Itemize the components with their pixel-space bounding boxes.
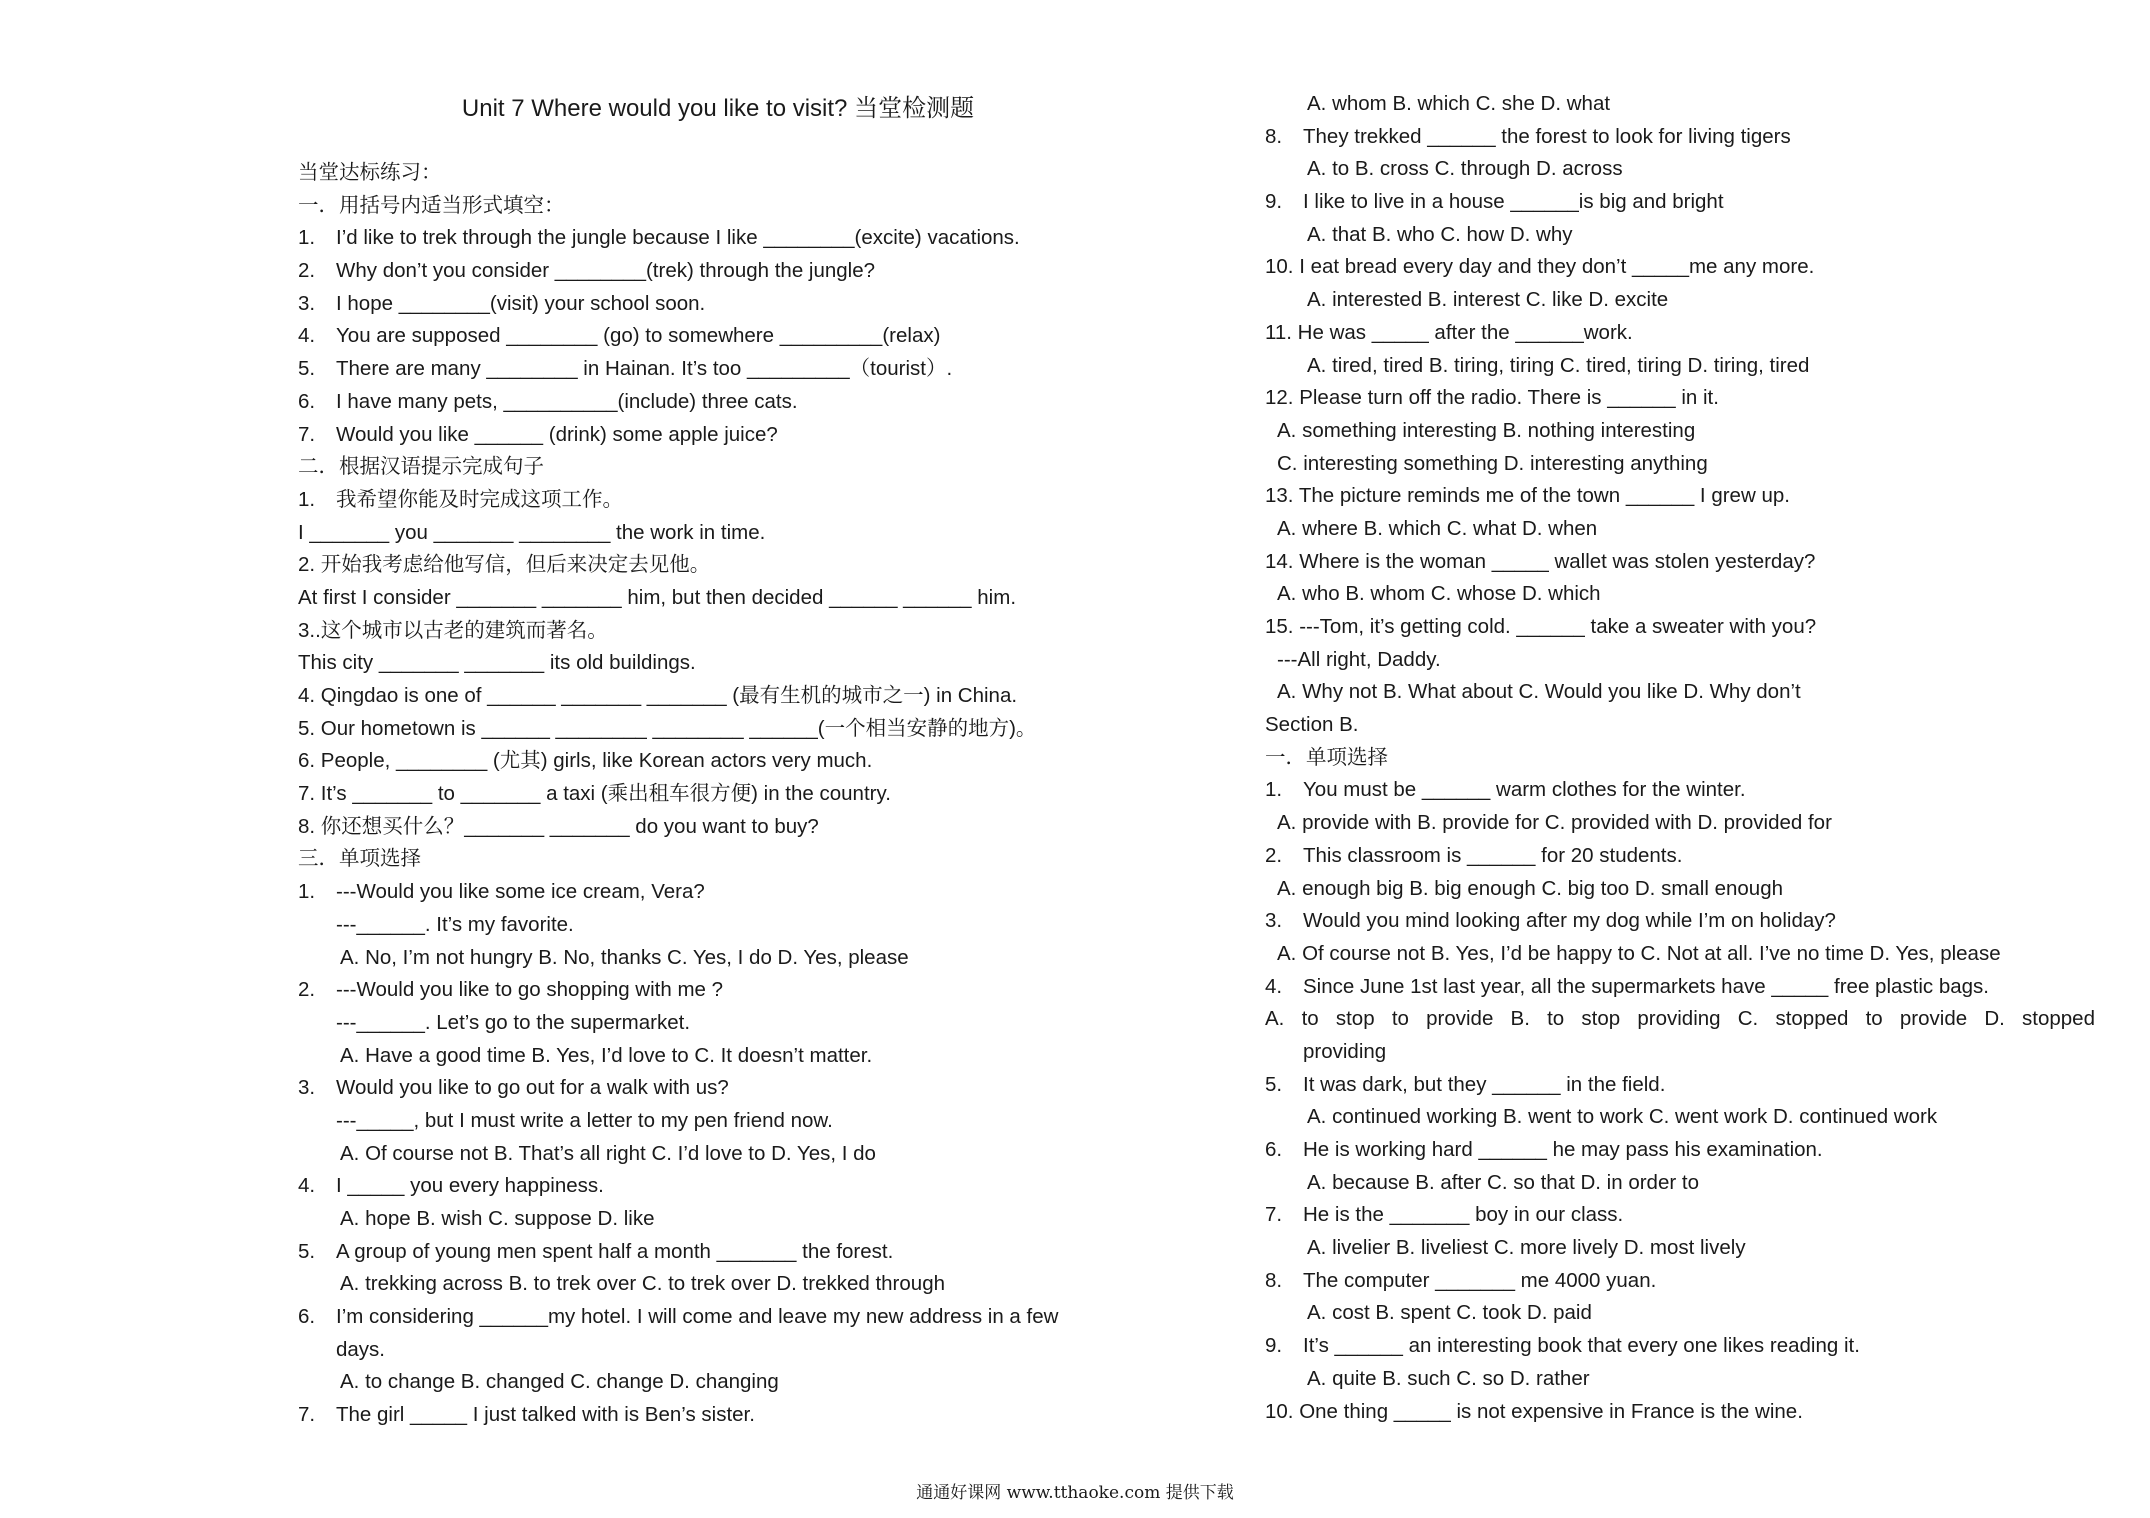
line-text: I _______ you _______ ________ the work in time. xyxy=(298,520,766,544)
text-line xyxy=(1265,644,2095,677)
question-number: 5. xyxy=(298,1239,316,1263)
line-text: I’d like to trek through the jungle because I like ________(excite) vacations. xyxy=(336,226,1020,250)
text-line xyxy=(1265,676,2095,709)
text-line xyxy=(298,942,1138,975)
text-line xyxy=(298,190,1138,223)
line-text: 13. The picture reminds me of the town ______ I grew up. xyxy=(1265,484,1790,508)
line-text: A. interested B. interest C. like D. excite xyxy=(1307,288,1669,312)
text-line xyxy=(298,484,1138,517)
question-number: 3. xyxy=(298,291,316,315)
line-text: He is the _______ boy in our class. xyxy=(1303,1203,1624,1227)
line-text: A. tired, tired B. tiring, tiring C. tired, tiring D. tiring, tired xyxy=(1307,353,1810,377)
line-text: A. where B. which C. what D. when xyxy=(1277,516,1598,540)
text-line xyxy=(298,1268,1138,1301)
text-line xyxy=(298,778,1138,811)
line-text: A. because B. after C. so that D. in order to xyxy=(1307,1170,1699,1194)
text-line xyxy=(1265,807,2095,840)
line-text: A. to change B. changed C. change D. changing xyxy=(340,1370,779,1394)
question-number: 1. xyxy=(298,880,316,904)
line-text: Why don’t you consider ________(trek) through the jungle? xyxy=(336,259,876,283)
line-text: Since June 1st last year, all the supermarkets have _____ free plastic bags. xyxy=(1303,974,1989,998)
line-text: A. who B. whom C. whose D. which xyxy=(1277,582,1601,606)
text-line xyxy=(1265,1396,2095,1429)
line-text: At first I consider _______ _______ him, but then decided ______ ______ him. xyxy=(298,585,1017,609)
text-line xyxy=(1265,546,2095,579)
text-line xyxy=(298,909,1138,942)
text-line xyxy=(1265,448,2095,481)
text-line xyxy=(1265,382,2095,415)
text-line xyxy=(1265,219,2095,252)
left-exercise-list xyxy=(298,157,1138,1432)
question-number: 2. xyxy=(1265,843,1283,867)
text-line xyxy=(298,451,1138,484)
text-line xyxy=(1265,971,2095,1004)
text-line xyxy=(298,811,1138,844)
line-text: A. trekking across B. to trek over C. to trek over D. trekked through xyxy=(340,1272,945,1296)
question-number: 6. xyxy=(298,389,316,413)
line-text: 一．用括号内适当形式填空： xyxy=(298,193,565,217)
line-text: A. enough big B. big enough C. big too D. small enough xyxy=(1277,876,1784,900)
text-line xyxy=(1265,1069,2095,1102)
text-line xyxy=(1265,742,2095,775)
text-line xyxy=(298,1301,1138,1334)
text-line xyxy=(1265,186,2095,219)
text-line xyxy=(298,1105,1138,1138)
line-text: ---_____, but I must write a letter to my pen friend now. xyxy=(336,1108,833,1132)
line-text: 2. 开始我考虑给他写信，但后来决定去见他。 xyxy=(298,553,711,577)
text-line xyxy=(298,1040,1138,1073)
text-line xyxy=(1265,938,2095,971)
text-line xyxy=(1265,1232,2095,1265)
line-text: 10. I eat bread every day and they don’t _____me any more. xyxy=(1265,255,1815,279)
line-text: A. cost B. spent C. took D. paid xyxy=(1307,1301,1592,1325)
line-text: You are supposed ________ (go) to somewhere _________(relax) xyxy=(336,324,941,348)
line-text: A. to B. cross C. through D. across xyxy=(1307,157,1623,181)
question-number: 8. xyxy=(1265,124,1283,148)
text-line xyxy=(1265,480,2095,513)
line-text: They trekked ______ the forest to look for living tigers xyxy=(1303,124,1791,148)
line-text: 7. It’s _______ to _______ a taxi (乘出租车很方便) in the country. xyxy=(298,782,891,806)
title-spacer xyxy=(298,130,1138,157)
line-text: A. Of course not B. That’s all right C. I’d love to D. Yes, I do xyxy=(340,1141,876,1165)
text-line xyxy=(298,876,1138,909)
text-line xyxy=(1265,1265,2095,1298)
text-line xyxy=(298,353,1138,386)
text-line xyxy=(1265,284,2095,317)
text-line xyxy=(298,745,1138,778)
text-line xyxy=(1265,317,2095,350)
question-number: 1. xyxy=(298,226,316,250)
line-text: I _____ you every happiness. xyxy=(336,1174,604,1198)
line-text: Would you mind looking after my dog while I’m on holiday? xyxy=(1303,909,1836,933)
line-text: A. Have a good time B. Yes, I’d love to C. It doesn’t matter. xyxy=(340,1043,873,1067)
line-text: 14. Where is the woman _____ wallet was stolen yesterday? xyxy=(1265,549,1816,573)
text-line xyxy=(1265,1297,2095,1330)
page-footer: 通通好课网 www.tthaoke.com 提供下载 xyxy=(916,1483,1234,1503)
line-text: I have many pets, __________(include) three cats. xyxy=(336,389,798,413)
question-number: 5. xyxy=(1265,1072,1283,1096)
text-line xyxy=(1265,774,2095,807)
text-line xyxy=(298,1170,1138,1203)
line-text: ---Would you like some ice cream, Vera? xyxy=(336,880,705,904)
line-text: A. Why not B. What about C. Would you like D. Why don’t xyxy=(1277,680,1801,704)
line-text: A. hope B. wish C. suppose D. like xyxy=(340,1207,655,1230)
question-number: 3. xyxy=(298,1076,316,1100)
question-number: 2. xyxy=(298,259,316,283)
line-text: ---All right, Daddy. xyxy=(1277,647,1441,671)
text-line xyxy=(298,288,1138,321)
text-line xyxy=(1265,1167,2095,1200)
line-text: 当堂达标练习： xyxy=(298,161,442,184)
question-number: 6. xyxy=(298,1305,316,1329)
line-text: 12. Please turn off the radio. There is ______ in it. xyxy=(1265,386,1719,410)
question-number: 1. xyxy=(298,487,316,511)
line-text: He is working hard ______ he may pass his examination. xyxy=(1303,1138,1823,1161)
text-line xyxy=(1265,1134,2095,1167)
text-line xyxy=(298,1334,1138,1367)
text-line xyxy=(1265,415,2095,448)
line-text: 6. People, ________ (尤其) girls, like Korean actors very much. xyxy=(298,749,873,773)
line-text: Would you like ______ (drink) some apple juice? xyxy=(336,422,778,446)
line-text: I like to live in a house ______is big and bright xyxy=(1303,190,1724,214)
text-line xyxy=(1265,121,2095,154)
line-text: 三．单项选择 xyxy=(298,847,421,871)
question-number: 4. xyxy=(298,324,316,348)
text-line xyxy=(1265,709,2095,742)
question-number: 4. xyxy=(1265,974,1283,998)
text-line xyxy=(298,157,1138,190)
text-line xyxy=(298,647,1138,680)
line-text: 我希望你能及时完成这项工作。 xyxy=(336,487,623,511)
text-line xyxy=(1265,840,2095,873)
page-title: Unit 7 Where would you like to visit? 当堂检测题 xyxy=(461,95,975,122)
left-column xyxy=(298,88,1138,1432)
line-text: A. Of course not B. Yes, I’d be happy to C. Not at all. I’ve no time D. Yes, please xyxy=(1277,941,2001,965)
text-line xyxy=(298,255,1138,288)
text-line xyxy=(298,549,1138,582)
line-text: ---______. Let’s go to the supermarket. xyxy=(336,1010,691,1034)
line-text: It was dark, but they ______ in the field. xyxy=(1303,1072,1666,1096)
text-line xyxy=(1265,1101,2095,1134)
line-text: You must be ______ warm clothes for the winter. xyxy=(1303,778,1746,802)
text-line xyxy=(1265,350,2095,383)
question-number: 9. xyxy=(1265,190,1283,214)
text-line xyxy=(298,582,1138,615)
line-text: The computer _______ me 4000 yuan. xyxy=(1303,1268,1657,1292)
line-text: ---______. It’s my favorite. xyxy=(336,912,574,936)
question-number: 1. xyxy=(1265,778,1283,802)
line-text: 10. One thing _____ is not expensive in France is the wine. xyxy=(1265,1399,1803,1423)
line-text: 11. He was _____ after the ______work. xyxy=(1265,320,1633,344)
question-number: 7. xyxy=(298,1403,316,1427)
text-line xyxy=(1265,1003,2095,1036)
text-line xyxy=(1265,1363,2095,1396)
line-text: 8. 你还想买什么？_______ _______ do you want to buy? xyxy=(298,814,819,838)
text-line xyxy=(298,680,1138,713)
text-line xyxy=(1265,88,2095,121)
line-text: A. No, I’m not hungry B. No, thanks C. Yes, I do D. Yes, please xyxy=(340,945,909,969)
text-line xyxy=(298,1236,1138,1269)
text-line xyxy=(1265,1199,2095,1232)
text-line xyxy=(298,843,1138,876)
line-text: This classroom is ______ for 20 students. xyxy=(1303,843,1683,867)
text-line xyxy=(298,1007,1138,1040)
line-text: The girl _____ I just talked with is Ben’s sister. xyxy=(336,1403,755,1427)
text-line xyxy=(1265,513,2095,546)
line-text: I hope ________(visit) your school soon. xyxy=(336,291,706,315)
text-line xyxy=(298,974,1138,1007)
question-number: 7. xyxy=(1265,1203,1283,1227)
text-line xyxy=(298,320,1138,353)
line-text: providing xyxy=(1303,1039,1387,1063)
text-line xyxy=(298,517,1138,550)
line-text: Would you like to go out for a walk with us? xyxy=(336,1076,729,1100)
line-text: 一．单项选择 xyxy=(1265,745,1388,769)
question-number: 6. xyxy=(1265,1138,1283,1161)
text-line xyxy=(298,1399,1138,1432)
text-line xyxy=(1265,578,2095,611)
text-line xyxy=(1265,1330,2095,1363)
text-line xyxy=(298,1072,1138,1105)
text-line xyxy=(298,1138,1138,1171)
line-text: A. livelier B. liveliest C. more lively D. most lively xyxy=(1307,1236,1746,1260)
line-text: 15. ---Tom, it’s getting cold. ______ take a sweater with you? xyxy=(1265,615,1817,638)
line-text: A. that B. who C. how D. why xyxy=(1307,222,1573,246)
right-exercise-list xyxy=(1265,88,2095,1428)
line-text: A group of young men spent half a month _______ the forest. xyxy=(336,1239,894,1263)
question-number: 9. xyxy=(1265,1334,1283,1358)
line-text: 5. Our hometown is ______ ________ ________ ______(一个相当安静的地方)。 xyxy=(298,716,1037,740)
text-line xyxy=(298,1203,1138,1236)
line-text: A. whom B. which C. she D. what xyxy=(1307,92,1611,115)
text-line xyxy=(1265,153,2095,186)
question-number: 7. xyxy=(298,422,316,446)
line-text: A. provide with B. provide for C. provided with D. provided for xyxy=(1277,811,1832,835)
text-line xyxy=(1265,873,2095,906)
question-number: 2. xyxy=(298,978,316,1002)
line-text: 3..这个城市以古老的建筑而著名。 xyxy=(298,618,608,642)
text-line xyxy=(298,1366,1138,1399)
question-number: 3. xyxy=(1265,909,1283,933)
line-text: There are many ________ in Hainan. It’s too _________（tourist）. xyxy=(336,357,953,381)
line-text: A. to stop to provide B. to stop providing C. stopped to provide D. stopped xyxy=(1265,1007,2095,1031)
line-text: days. xyxy=(336,1337,385,1361)
question-number: 8. xyxy=(1265,1268,1283,1292)
line-text: ---Would you like to go shopping with me ? xyxy=(336,978,724,1002)
text-line xyxy=(1265,1036,2095,1069)
line-text: Section B. xyxy=(1265,713,1359,737)
text-line xyxy=(298,615,1138,648)
question-number: 4. xyxy=(298,1174,316,1198)
line-text: C. interesting something D. interesting anything xyxy=(1277,451,1708,475)
text-line xyxy=(298,222,1138,255)
question-number: 5. xyxy=(298,357,316,381)
line-text: I’m considering ______my hotel. I will come and leave my new address in a few xyxy=(336,1305,1059,1329)
text-line xyxy=(1265,611,2095,644)
text-line xyxy=(298,713,1138,746)
text-line xyxy=(298,386,1138,419)
text-line xyxy=(298,419,1138,452)
text-line xyxy=(1265,251,2095,284)
line-text: It’s ______ an interesting book that every one likes reading it. xyxy=(1303,1334,1860,1358)
text-line xyxy=(1265,905,2095,938)
line-text: A. quite B. such C. so D. rather xyxy=(1307,1366,1590,1390)
line-text: 二．根据汉语提示完成句子 xyxy=(298,455,544,479)
line-text: A. something interesting B. nothing interesting xyxy=(1277,418,1696,442)
line-text: 4. Qingdao is one of ______ _______ _______ (最有生机的城市之一) in China. xyxy=(298,684,1018,707)
right-column xyxy=(1265,88,2095,1428)
line-text: This city _______ _______ its old buildings. xyxy=(298,651,696,675)
line-text: A. continued working B. went to work C. went work D. continued work xyxy=(1307,1105,1938,1129)
